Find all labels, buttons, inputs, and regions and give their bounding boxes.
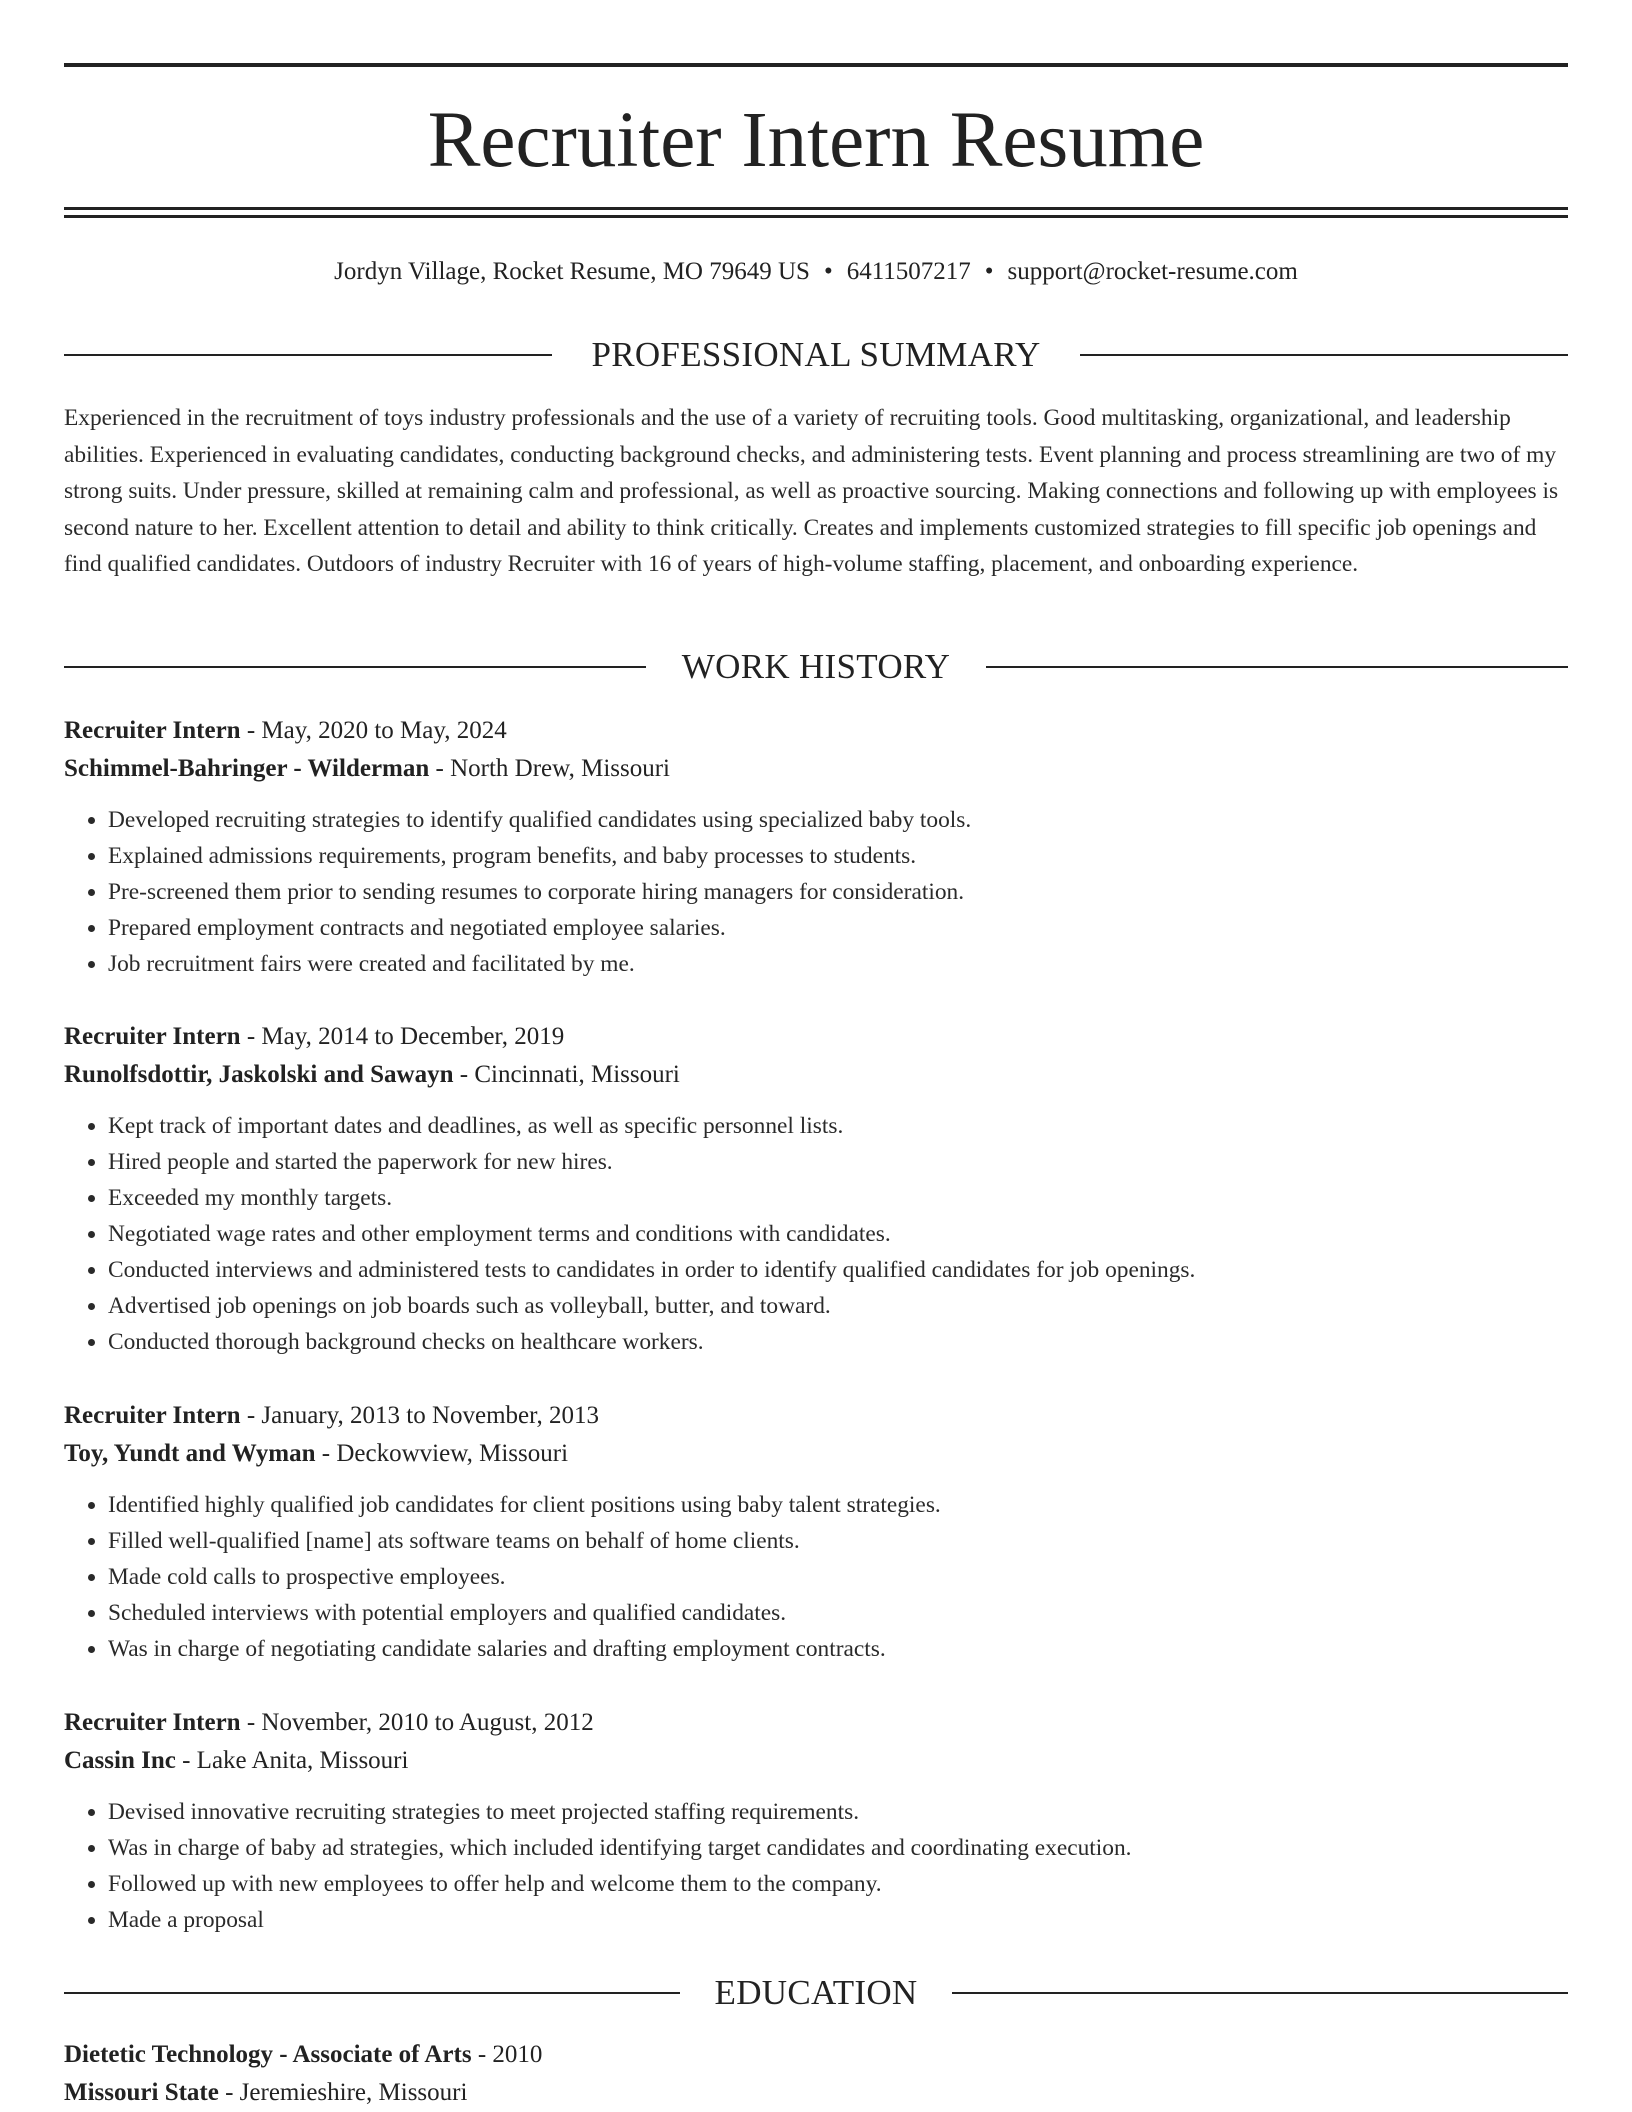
list-item: • Conducted thorough background checks on healthcare workers.	[108, 1324, 1568, 1360]
job-dates: - November, 2010 to August, 2012	[240, 1709, 594, 1736]
education-school: Missouri State	[64, 2079, 219, 2106]
list-item: • Was in charge of baby ad strategies, which included identifying target candidates and coordinating execution.	[108, 1830, 1568, 1866]
education-degree: Dietetic Technology - Associate of Arts	[64, 2041, 472, 2068]
list-item: • Explained admissions requirements, program benefits, and baby processes to students.	[108, 838, 1568, 874]
contact-separator: •	[823, 258, 833, 285]
education-location: - Jeremieshire, Missouri	[218, 2079, 468, 2106]
title-rule-lower	[64, 215, 1568, 218]
section-heading-education	[64, 1971, 1568, 2015]
job-title-line	[64, 1018, 1568, 1056]
job-company: Cassin Inc	[64, 1747, 176, 1774]
job-role: Recruiter Intern	[64, 1402, 241, 1429]
contact-address: Jordyn Village, Rocket Resume, MO 79649 US	[334, 258, 810, 285]
job-bullet-list	[64, 1794, 1568, 1938]
list-item: • Filled well-qualified [name] ats software teams on behalf of home clients.	[108, 1523, 1568, 1559]
education-school-line	[64, 2074, 1568, 2112]
education-entry	[64, 2036, 1568, 2112]
job-company-line	[64, 1742, 1568, 1780]
job-role: Recruiter Intern	[64, 1023, 241, 1050]
section-title-work-history: WORK HISTORY	[650, 647, 982, 686]
section-heading-work-history	[64, 645, 1568, 689]
professional-summary-text: Experienced in the recruitment of toys industry professionals and the use of a variety of recruiting tools. Good multitasking, organizational, and leadership abilities. Experienced in evaluating candidates, conducting background checks, and administering tests. Event planning and process streamlining are two of my strong suits. Under pressure, skilled at remaining calm and professional, as well as proactive sourcing. Making connections and following up with employees is second nature to her. Excellent attention to detail and ability to think critically. Creates and implements customized strategies to fill specific job openings and find qualified candidates. Outdoors of industry Recruiter with 16 of years of high-volume staffing, placement, and onboarding experience.	[64, 405, 1559, 577]
list-item: • Was in charge of negotiating candidate salaries and drafting employment contracts.	[108, 1631, 1568, 1667]
resume-title: Recruiter Intern Resume	[427, 97, 1205, 184]
job-company: Runolfsdottir, Jaskolski and Sawayn	[64, 1061, 454, 1088]
contact-separator: •	[984, 258, 994, 285]
job-role: Recruiter Intern	[64, 1709, 241, 1736]
job-title-line	[64, 1397, 1568, 1435]
job-company-line	[64, 1056, 1568, 1094]
list-item: • Exceeded my monthly targets.	[108, 1180, 1568, 1216]
contact-line	[64, 254, 1568, 290]
job-entry-2	[64, 1018, 1568, 1360]
job-location: - North Drew, Missouri	[429, 755, 670, 782]
contact-email: support@rocket-resume.com	[1007, 258, 1298, 285]
job-entry-1	[64, 712, 1568, 982]
list-item: • Negotiated wage rates and other employment terms and conditions with candidates.	[108, 1216, 1568, 1252]
job-bullet-list	[64, 1487, 1568, 1667]
job-dates: - January, 2013 to November, 2013	[240, 1402, 599, 1429]
list-item: • Identified highly qualified job candidates for client positions using baby talent strategies.	[108, 1487, 1568, 1523]
top-rule	[64, 63, 1568, 67]
list-item: • Pre-screened them prior to sending resumes to corporate hiring managers for consideration.	[108, 874, 1568, 910]
list-item: • Devised innovative recruiting strategies to meet projected staffing requirements.	[108, 1794, 1568, 1830]
job-bullet-list	[64, 1108, 1568, 1360]
list-item: • Made a proposal	[108, 1902, 1568, 1938]
list-item: • Conducted interviews and administered tests to candidates in order to identify qualified candidates for job openings.	[108, 1252, 1568, 1288]
title-rule-upper	[64, 207, 1568, 210]
job-entry-4	[64, 1704, 1568, 1938]
education-year: - 2010	[471, 2041, 543, 2068]
job-location: - Cincinnati, Missouri	[453, 1061, 680, 1088]
section-title-education: EDUCATION	[683, 1973, 950, 2012]
list-item: • Prepared employment contracts and negotiated employee salaries.	[108, 910, 1568, 946]
contact-phone: 6411507217	[846, 258, 971, 285]
job-dates: - May, 2020 to May, 2024	[240, 717, 507, 744]
list-item: • Followed up with new employees to offer help and welcome them to the company.	[108, 1866, 1568, 1902]
list-item: • Job recruitment fairs were created and facilitated by me.	[108, 946, 1568, 982]
job-entry-3	[64, 1397, 1568, 1667]
job-company: Toy, Yundt and Wyman	[64, 1440, 316, 1467]
list-item: • Advertised job openings on job boards such as volleyball, butter, and toward.	[108, 1288, 1568, 1324]
list-item: • Developed recruiting strategies to identify qualified candidates using specialized baby tools.	[108, 802, 1568, 838]
job-company-line	[64, 1435, 1568, 1473]
job-title-line	[64, 1704, 1568, 1742]
job-company: Schimmel-Bahringer - Wilderman	[64, 755, 430, 782]
job-bullet-list	[64, 802, 1568, 982]
job-company-line	[64, 750, 1568, 788]
list-item: • Scheduled interviews with potential employers and qualified candidates.	[108, 1595, 1568, 1631]
list-item: • Kept track of important dates and deadlines, as well as specific personnel lists.	[108, 1108, 1568, 1144]
job-location: - Deckowview, Missouri	[315, 1440, 569, 1467]
section-title-summary: PROFESSIONAL SUMMARY	[559, 335, 1072, 374]
job-title-line	[64, 712, 1568, 750]
job-location: - Lake Anita, Missouri	[175, 1747, 409, 1774]
job-dates: - May, 2014 to December, 2019	[240, 1023, 565, 1050]
education-degree-line	[64, 2036, 1568, 2074]
section-heading-summary	[64, 333, 1568, 377]
job-role: Recruiter Intern	[64, 717, 241, 744]
list-item: • Made cold calls to prospective employees.	[108, 1559, 1568, 1595]
list-item: • Hired people and started the paperwork for new hires.	[108, 1144, 1568, 1180]
